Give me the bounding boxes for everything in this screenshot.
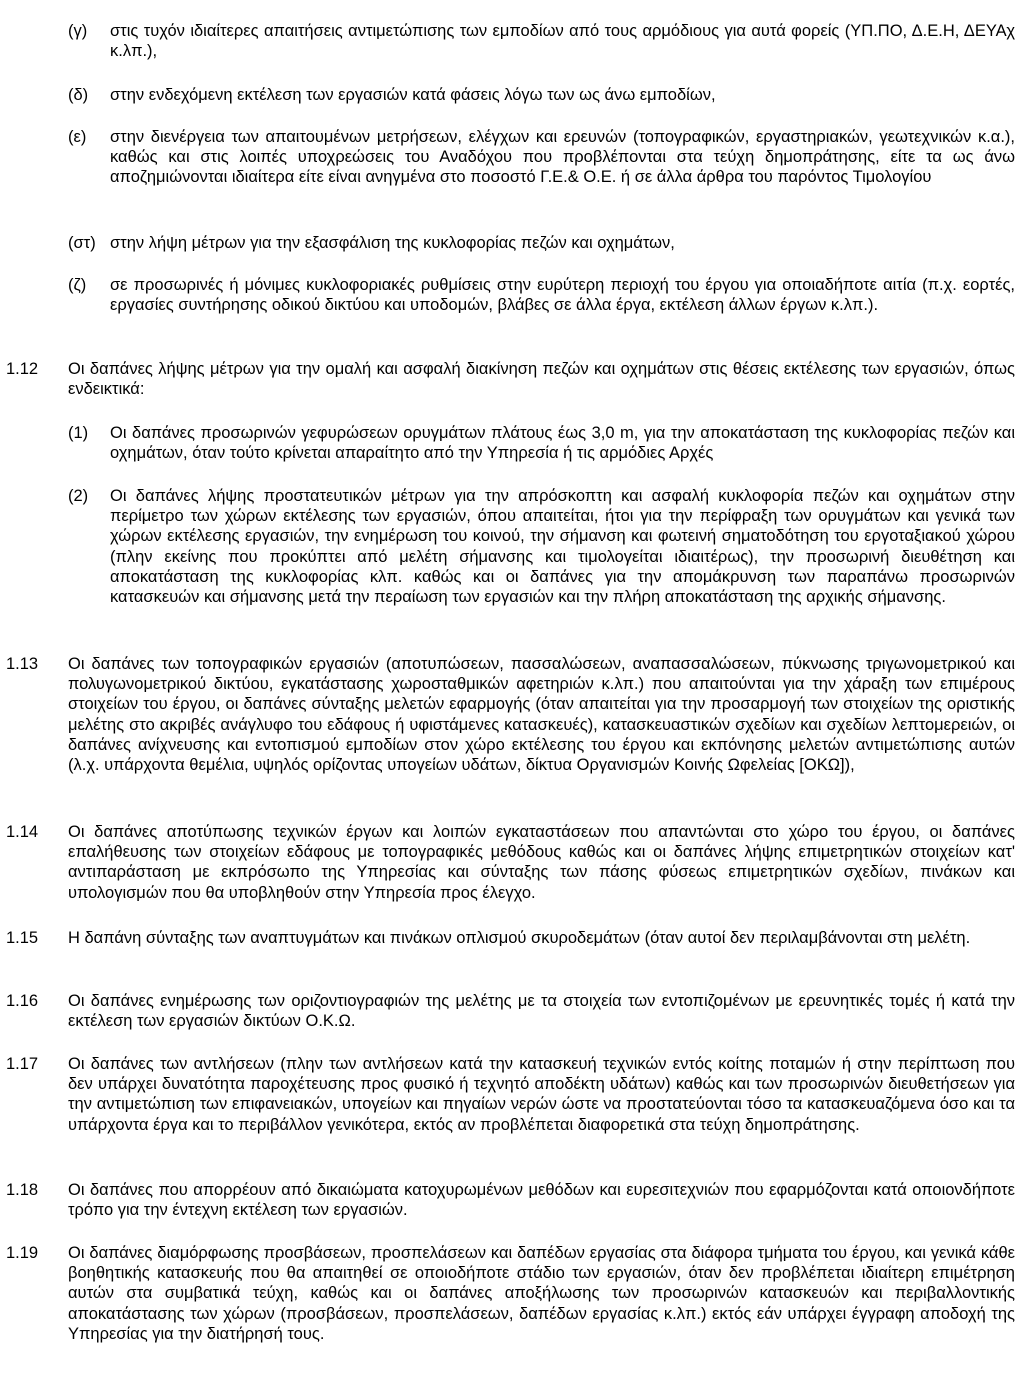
item-label: (γ) — [68, 22, 88, 40]
list-item-2 — [68, 486, 1015, 607]
item-text: στις τυχόν ιδιαίτερες απαιτήσεις αντιμετώπισης των εμποδίων από τους αρμόδιους για αυτά φορείς (ΥΠ.ΠΟ, Δ.Ε.Η, ΔΕΥΑχ κ.λπ.), — [110, 22, 1015, 61]
item-text: Οι δαπάνες προσωρινών γεφυρώσεων ορυγμάτων πλάτους έως 3,0 m, για την αποκατάσταση της κυκλοφορίας πεζών και οχημάτων, όταν τούτο κρίνεται απαραίτητο από την Υπηρεσία ή τις αρμόδιες Αρχές — [110, 424, 1015, 463]
clause-1-15 — [6, 928, 1015, 948]
item-label: (2) — [68, 487, 89, 505]
clause-1-14 — [6, 822, 1015, 903]
list-item-zeta — [68, 275, 1015, 315]
clause-1-19 — [6, 1243, 1015, 1344]
item-label: (στ) — [68, 234, 96, 252]
clause-1-12 — [6, 359, 1015, 399]
clause-text: Η δαπάνη σύνταξης των αναπτυγμάτων και πινάκων οπλισμού σκυροδεμάτων (όταν αυτοί δεν περιλαμβάνονται στη μελέτη. — [68, 929, 971, 947]
clause-text: Οι δαπάνες των τοπογραφικών εργασιών (αποτυπώσεων, πασσαλώσεων, αναπασσαλώσεων, πύκνωσης τριγωνομετρικού και πολυγωνομετρικού δικτύου, εγκατάστασης χωροσταθμικών αφετηριών κ.λπ.) που απαιτούνται για την χάραξη των επιμέρους στοιχείων του έργου, οι δαπάνες σύνταξης μελετών εφαρμογής (όταν απαιτείται για την προσαρμογή των στοιχείων της οριστικής μελέτης στο ακριβές ανάγλυφο του εδάφους ή υφιστάμενες κατασκευές), κατασκευαστικών σχεδίων και σχεδίων λεπτομερειών, οι δαπάνες ανίχνευσης και εντοπισμού εμποδίων στον χώρο εκτέλεσης του έργου και εκπόνησης μελετών αντιμετώπισης αυτών (λ.χ. υπάρχοντα θεμέλια, υψηλός ορίζοντας υπογείων υδάτων, δίκτυα Οργανισμών Κοινής Ωφελείας [ΟΚΩ]), — [68, 655, 1015, 775]
clause-number: 1.17 — [6, 1055, 39, 1073]
clause-1-13 — [6, 654, 1015, 775]
clause-text: Οι δαπάνες που απορρέουν από δικαιώματα κατοχυρωμένων μεθόδων και ευρεσιτεχνιών που εφαρμόζονται κατά οποιονδήποτε τρόπο για την έντεχνη εκτέλεση των εργασιών. — [68, 1181, 1015, 1220]
item-label: (ε) — [68, 128, 87, 146]
clause-number: 1.16 — [6, 992, 39, 1010]
list-item-delta — [68, 85, 1015, 105]
item-text: στην λήψη μέτρων για την εξασφάλιση της κυκλοφορίας πεζών και οχημάτων, — [110, 234, 675, 252]
clause-number: 1.13 — [6, 655, 39, 673]
clause-number: 1.14 — [6, 823, 39, 841]
list-item-1 — [68, 423, 1015, 463]
clause-text: Οι δαπάνες διαμόρφωσης προσβάσεων, προσπελάσεων και δαπέδων εργασίας στα διάφορα τμήματα του έργου, και γενικά κάθε βοηθητικής κατασκευής που θα απαιτηθεί σε οποιοδήποτε στάδιο των εργασιών, όταν δεν προβλέπεται ιδιαίτερη επιμέτρηση αυτών στα συμβατικά τεύχη, καθώς και οι δαπάνες αποξήλωσης των προσωρινών κατασκευών και περιβαλλοντικής αποκατάστασης των χώρων (προσβάσεων, προσπελάσεων, δαπέδων εργασίας κ.λπ.) εκτός εάν υπάρχει έγγραφη αποδοχή της Υπηρεσίας για την διατήρησή τους. — [68, 1244, 1015, 1343]
item-text: στην διενέργεια των απαιτουμένων μετρήσεων, ελέγχων και ερευνών (τοπογραφικών, εργαστηριακών, γεωτεχνικών κ.α.), καθώς και στις λοιπές υποχρεώσεις του Αναδόχου που προβλέπονται στα τεύχη δημοπράτησης, είτε τα ως άνω αποζημιώνονται ιδιαίτερα είτε είναι ανηγμένα στο ποσοστό Γ.Ε.& Ο.Ε. ή σε άλλα άρθρα του παρόντος Τιμολογίου — [110, 128, 1015, 187]
item-text: σε προσωρινές ή μόνιμες κυκλοφοριακές ρυθμίσεις στην ευρύτερη περιοχή του έργου για οποιαδήποτε αιτία (π.χ. εορτές, εργασίες συντήρησης οδικού δικτύου και υποδομών, βλάβες σε άλλα έργα, εκτέλεση άλλων έργων κ.λπ.). — [110, 276, 1015, 315]
clause-number: 1.19 — [6, 1244, 39, 1262]
clause-1-16 — [6, 991, 1015, 1031]
clause-text: Οι δαπάνες ενημέρωσης των οριζοντιογραφιών της μελέτης με τα στοιχεία των εντοπιζομένων με ερευνητικές τομές ή κατά την εκτέλεση των εργασιών δικτύων Ο.Κ.Ω. — [68, 992, 1015, 1031]
item-text: Οι δαπάνες λήψης προστατευτικών μέτρων για την απρόσκοπτη και ασφαλή κυκλοφορία πεζών και οχημάτων στην περίμετρο των χώρων εκτέλεσης των εργασιών, όπου απαιτείται, ήτοι για την περίφραξη των ορυγμάτων και γενικά των χώρων εκτέλεσης εργασιών, την ενημέρωση του κοινού, την σήμανση και φωτεινή σηματοδότηση του εργοταξιακού χώρου (πλην εκείνης που προκύπτει από μελέτη σήμανσης και τιμολογείται ιδιαιτέρως), την προσωρινή διευθέτηση και αποκατάσταση της κυκλοφορίας κλπ. καθώς και οι δαπάνες για την απομάκρυνση των παραπάνω προσωρινών κατασκευών και σήμανσης μετά την περαίωση των εργασιών και την πλήρη αποκατάσταση της αρχικής σήμανσης. — [110, 487, 1015, 607]
item-label: (1) — [68, 424, 89, 442]
clause-number: 1.15 — [6, 929, 39, 947]
list-item-gamma — [68, 21, 1015, 61]
list-item-epsilon — [68, 127, 1015, 188]
clause-text: Οι δαπάνες λήψης μέτρων για την ομαλή και ασφαλή διακίνηση πεζών και οχημάτων στις θέσεις εκτέλεσης των εργασιών, όπως ενδεικτικά: — [68, 360, 1015, 399]
item-label: (δ) — [68, 86, 89, 104]
clause-number: 1.12 — [6, 360, 39, 378]
item-label: (ζ) — [68, 276, 87, 294]
clause-1-17 — [6, 1054, 1015, 1135]
clause-text: Οι δαπάνες αποτύπωσης τεχνικών έργων και λοιπών εγκαταστάσεων που απαντώνται στο χώρο του έργου, οι δαπάνες επαλήθευσης των στοιχείων εδάφους με τοπογραφικές μεθόδους καθώς και οι δαπάνες λήψης επιμετρητικών στοιχείων κατ' αντιπαράσταση με εκπρόσωπο της Υπηρεσίας και σύνταξης των πάσης φύσεως επιμετρητικών σχεδίων, πινάκων και υπολογισμών που θα υποβληθούν στην Υπηρεσία προς έλεγχο. — [68, 823, 1015, 902]
clause-number: 1.18 — [6, 1181, 39, 1199]
clause-text: Οι δαπάνες των αντλήσεων (πλην των αντλήσεων κατά την κατασκευή τεχνικών εντός κοίτης ποταμών ή στην περίπτωση που δεν υπάρχει δυνατότητα παροχέτευσης προς φυσικό ή τεχνητό αποδέκτη υδάτων) καθώς και των προσωρινών διευθετήσεων για την αντιμετώπιση των επιφανειακών, υπογείων και πηγαίων νερών ώστε να προστατεύονται τόσο τα κατασκευαζόμενα όσο και τα υπάρχοντα έργα και το περιβάλλον γενικότερα, εκτός αν προβλέπεται διαφορετικά στα τεύχη δημοπράτησης. — [68, 1055, 1015, 1134]
clause-1-18 — [6, 1180, 1015, 1220]
list-item-st — [68, 233, 1015, 253]
item-text: στην ενδεχόμενη εκτέλεση των εργασιών κατά φάσεις λόγω των ως άνω εμποδίων, — [110, 86, 716, 104]
